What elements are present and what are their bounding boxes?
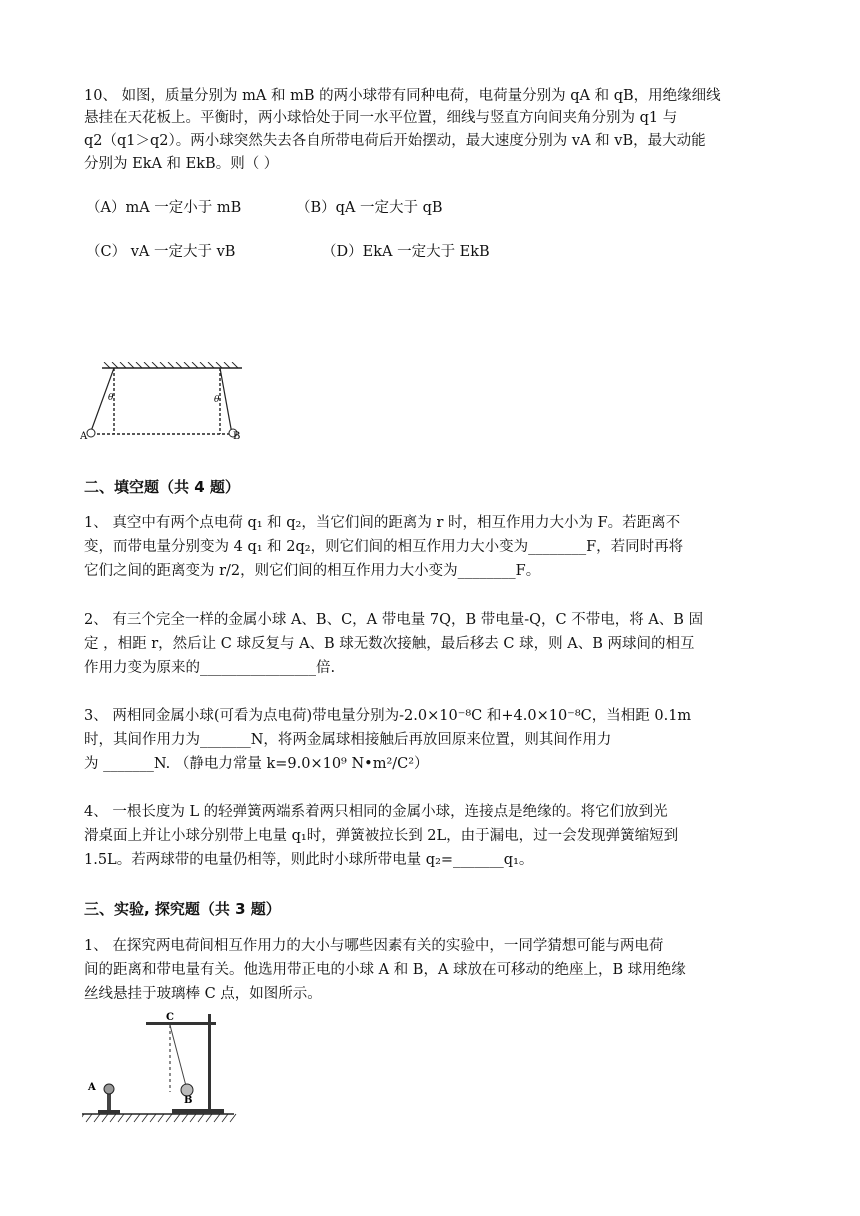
label-a: A [80, 431, 88, 442]
label-c: C [166, 1012, 174, 1023]
stand-base-a [98, 1110, 120, 1114]
s2-q1-line1: 1、 真空中有两个点电荷 q₁ 和 q₂，当它们间的距离为 r 时，相互作用力大小为 F。若距离不 [84, 515, 681, 531]
label-b: B [184, 1095, 193, 1106]
q10-option-a: （A）mA 一定小于 mB [86, 200, 242, 216]
glass-rod [146, 1022, 216, 1025]
ball-a-on-stand [104, 1084, 114, 1094]
s2-q1-line3: 它们之间的距离变为 r/2，则它们间的相互作用力大小变为________F。 [84, 563, 541, 579]
q10-line4: 分别为 EkA 和 EkB。则（ ） [84, 156, 279, 172]
silk-thread [170, 1025, 186, 1086]
right-thread [220, 368, 232, 434]
s2-q4-line3: 1.5L。若两球带的电量仍相等，则此时小球所带电量 q₂=_______q₁。 [84, 852, 534, 868]
s2-q4-line2: 滑桌面上并让小球分别带上电量 q₁时，弹簧被拉长到 2L，由于漏电，过一会发现弹簧缩短到 [84, 828, 679, 844]
q10-option-b: （B）qA 一定大于 qB [296, 200, 443, 216]
ground [82, 1114, 236, 1122]
experiment-figure [82, 1010, 238, 1128]
support-base [172, 1109, 224, 1114]
s3-q1-line1: 1、 在探究两电荷间相互作用力的大小与哪些因素有关的实验中，一同学猜想可能与两电荷 [84, 938, 664, 954]
label-b: B [233, 431, 241, 442]
theta2-mark: θ [214, 395, 220, 405]
support-pole [208, 1014, 211, 1110]
q10-line1: 10、 如图，质量分别为 mA 和 mB 的两小球带有同种电荷，电荷量分别为 qA 和 qB，用绝缘细线 [84, 88, 721, 104]
s2-q3-line3: 为 _______N. （静电力常量 k=9.0×10⁹ N•m²/C²） [84, 756, 429, 772]
section3-title: 三、实验, 探究题（共 3 题） [84, 900, 281, 918]
section2-title: 二、填空题（共 4 题） [84, 478, 240, 496]
ball-a [87, 429, 95, 437]
s2-q2-line3: 作用力变为原来的________________倍. [84, 660, 336, 676]
q10-line2: 悬挂在天花板上。平衡时，两小球恰处于同一水平位置，细线与竖直方向间夹角分别为 q1 与 [84, 110, 678, 126]
s3-q1-line2: 间的距离和带电量有关。他选用带正电的小球 A 和 B，A 球放在可移动的绝座上，B 球用绝缘 [84, 962, 686, 978]
theta1-mark: θ [108, 393, 114, 403]
ceiling [102, 362, 242, 368]
stand-post-a [107, 1092, 111, 1110]
q10-figure [80, 362, 250, 444]
s2-q2-line1: 2、 有三个完全一样的金属小球 A、B、C，A 带电量 7Q，B 带电量-Q，C 不带电，将 A、B 固 [84, 612, 704, 628]
q10-option-c: （C） vA 一定大于 vB [86, 244, 236, 260]
label-a: A [88, 1082, 96, 1093]
q10-option-d: （D）EkA 一定大于 EkB [322, 244, 490, 260]
s2-q3-line2: 时，其间作用力为_______N，将两金属球相接触后再放回原来位置，则其间作用力 [84, 732, 612, 748]
s2-q1-line2: 变，而带电量分别变为 4 q₁ 和 2q₂，则它们间的相互作用力大小变为________F，若同时再将 [84, 539, 684, 555]
s2-q3-line1: 3、 两相同金属小球(可看为点电荷)带电量分别为-2.0×10⁻⁸C 和+4.0×10⁻⁸C，当相距 0.1m [84, 708, 692, 724]
q10-line3: q2（q1＞q2）。两小球突然失去各自所带电荷后开始摆动，最大速度分别为 vA 和 vB，最大动能 [84, 133, 706, 149]
s2-q2-line2: 定 ，相距 r，然后让 C 球反复与 A、B 球无数次接触，最后移去 C 球，则 A、B 两球间的相互 [84, 636, 695, 652]
s3-q1-line3: 丝线悬挂于玻璃棒 C 点，如图所示。 [84, 986, 322, 1002]
s2-q4-line1: 4、 一根长度为 L 的轻弹簧两端系着两只相同的金属小球，连接点是绝缘的。将它们放到光 [84, 804, 668, 820]
